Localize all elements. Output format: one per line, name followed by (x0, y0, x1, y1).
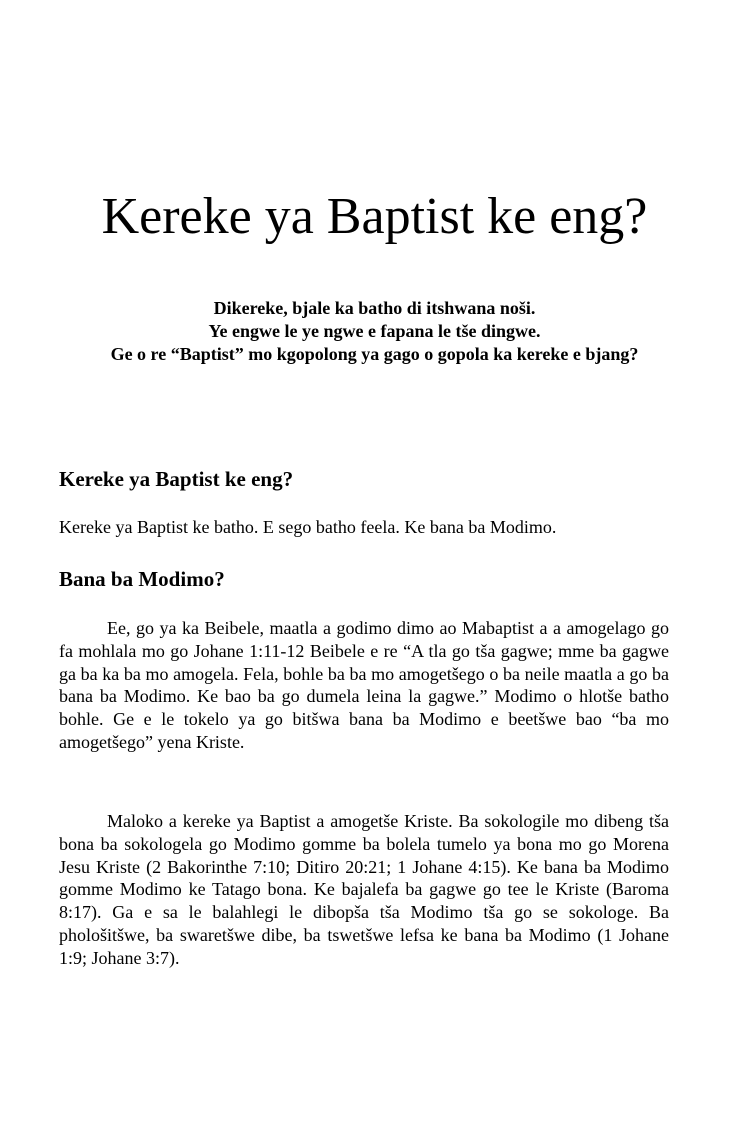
paragraph-1: Ee, go ya ka Beibele, maatla a godimo dimo ao Mabaptist a a amogelago go fa mohlala mo go Johane 1:11-12 Beibele e re “A tla go tša gagwe; mme ba gagwe ga ba ka ba mo amogela. Fela, bohle ba ba mo amogetšego o ba neile maatla a go ba bana ba Modimo. Ke bao ba go dumela leina la gagwe.” Modimo o hlotše batho bohle. Ge e le tokelo ya go bitšwa bana ba Modimo e beetšwe bao “ba mo amogetšego” yena Kriste. (59, 618, 669, 752)
paragraph-2: Maloko a kereke ya Baptist a amogetše Kriste. Ba sokologile mo dibeng tša bona ba sokologela go Modimo gomme ba bolela tumelo ya bona mo go Morena Jesu Kriste (2 Bakorinthe 7:10; Ditiro 20:21; 1 Johane 4:15). Ke bana ba Modimo gomme Modimo ke Tatago bona. Ke bajalefa ba gagwe go tee le Kriste (Baroma 8:17). Ga e sa le balahlegi le dibopša tša Modimo tša go se sokologe. Ba phološitšwe, ba swaretšwe dibe, ba tswetšwe lefsa ke bana ba Modimo (1 Johane 1:9; Johane 3:7). (59, 811, 669, 968)
intro-line-2: Ye engwe le ye ngwe e fapana le tše dingwe. (208, 321, 541, 341)
intro-line-1: Dikereke, bjale ka batho di itshwana noši. (213, 298, 536, 318)
page-title: Kereke ya Baptist ke eng? (101, 188, 648, 245)
intro-block (30, 297, 719, 366)
intro-line-3: Ge o re “Baptist” mo kgopolong ya gago o gopola ka kereke e bjang? (110, 344, 639, 364)
section-1-text: Kereke ya Baptist ke batho. E sego batho feela. Ke bana ba Modimo. (59, 517, 557, 537)
section-heading-what-is-baptist: Kereke ya Baptist ke eng? (59, 467, 294, 491)
section-heading-children-of-god: Bana ba Modimo? (59, 567, 225, 591)
